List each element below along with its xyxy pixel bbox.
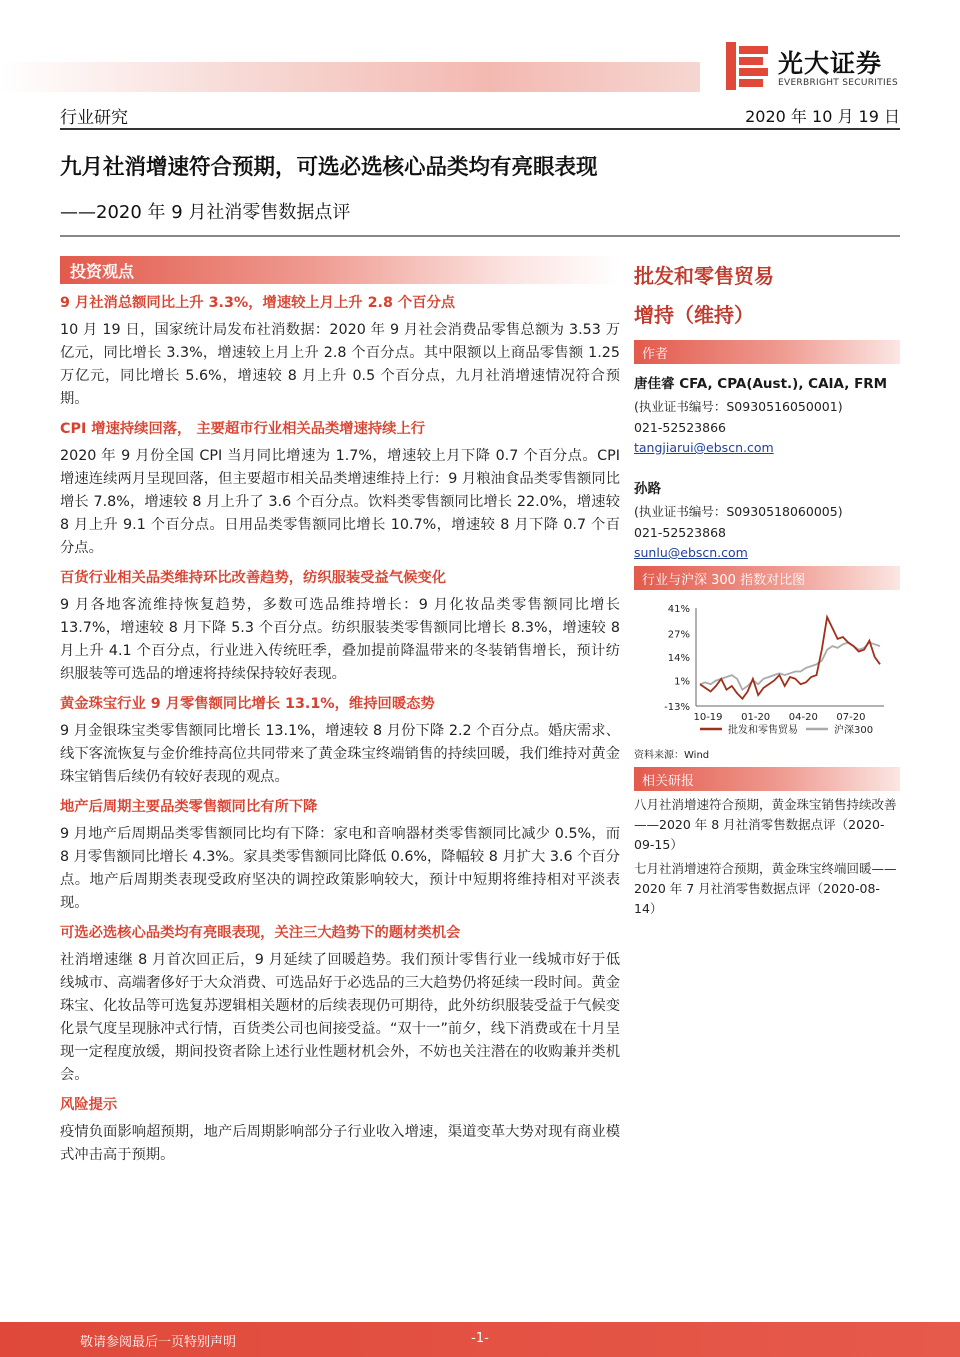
point-body: 9 月各地客流维持恢复趋势，多数可选品维持增长：9 月化妆品类零售额同比增长 13.7%，增速较 8 月下降 5.3 个百分点。纺织服装类零售额同比增长 8.3%，增速较 8 月上升 4.1 个百分点，行业进入传统旺季，叠加提前降温带来的冬装销售增长，预计纺织服装等可选品的增速将持续保持较好表现。 — [60, 597, 620, 682]
point-body: 社消增速继 8 月首次回正后，9 月延续了回暖趋势。我们预计零售行业一线城市好于低线城市、高端奢侈好于大众消费、可选品好于必选品的三大趋势仍将延续一段时间。黄金珠宝、化妆品等可选复苏逻辑相关题材的后续表现仍可期待，此外纺织服装受益于气候变化景气度呈现脉冲式行情，百货类公司也间接受益。“双十一”前夕，线下消费或在十月呈现一定程度放缓，期间投资者除上述行业性题材机会外，不妨也关注潜在的收购兼并类机会。 — [60, 952, 620, 1083]
brand-name-en: EVERBRIGHT SECURITIES — [778, 78, 898, 88]
point-heading: 黄金珠宝行业 9 月零售额同比增长 13.1%，维持回暖态势 — [60, 696, 435, 712]
author-name: 唐佳睿 CFA, CPA(Aust.), CAIA, FRM — [634, 376, 888, 392]
author-phone: 021-52523868 — [634, 525, 726, 540]
title-divider — [60, 235, 900, 237]
sidebar — [634, 256, 900, 919]
legend-label: 批发和零售贸易 — [728, 725, 798, 736]
point-body: 10 月 19 日，国家统计局发布社消数据：2020 年 9 月社会消费品零售总额为 3.53 万亿元，同比增长 3.3%，增速较上月上升 2.8 个百分点。其中限额以上商品零售额 1.25 万亿元，同比增长 5.6%，增速较 8 月上升 0.5 个百分点，九月社消增速情况符合预期。 — [60, 322, 620, 407]
risk-heading: 风险提示 — [60, 1097, 118, 1113]
report-date: 2020 年 10 月 19 日 — [745, 107, 900, 126]
author-cert: (执业证书编号：S0930518060005) — [634, 504, 843, 519]
index-comparison-chart — [634, 594, 900, 744]
point-body: 2020 年 9 月份全国 CPI 当月同比增速为 1.7%，增速较上月下降 0.7 个百分点。CPI 增速连续两月呈现回落，但主要超市相关品类增速维持上行：9 月粮油食品类零售额同比增长 7.8%，增速较 8 月上升了 3.6 个百分点。饮料类零售额同比增长 22.0%，增速较 8 月上升 9.1 个百分点。日用品类零售额同比增长 10.7%，增速较 8 月下降 0.7 个百分点。 — [60, 448, 620, 556]
line-chart — [634, 594, 900, 744]
related-report-item[interactable]: 八月社消增速符合预期，黄金珠宝销售持续改善——2020 年 8 月社消零售数据点评（2020-09-15） — [634, 797, 897, 852]
page-number: -1- — [471, 1331, 489, 1346]
point-body: 9 月地产后周期品类零售额同比均有下降：家电和音响器材类零售额同比减少 0.5%，而 8 月零售额同比增长 4.3%。家具类零售额同比降低 0.6%，降幅较 8 月扩大 3.6 个百分点。地产后周期类表现受政府坚决的调控政策影响较大，预计中短期将维持相对平淡表现。 — [60, 826, 620, 911]
report-subtitle: ——2020 年 9 月社消零售数据点评 — [60, 202, 351, 223]
x-tick-label: 01-20 — [741, 712, 771, 723]
report-category: 行业研究 — [60, 108, 128, 128]
y-tick-label: 14% — [667, 653, 690, 664]
author-phone: 021-52523866 — [634, 420, 726, 435]
x-tick-label: 07-20 — [836, 712, 866, 723]
y-tick-label: 1% — [674, 676, 690, 688]
section-header-investment-view — [60, 256, 620, 284]
brand-name-cn: 光大证券 — [778, 49, 883, 78]
brand-logo — [726, 42, 926, 92]
related-label: 相关研报 — [642, 774, 695, 789]
footer-disclaimer: 敬请参阅最后一页特别声明 — [80, 1335, 237, 1350]
chart-label: 行业与沪深 300 指数对比图 — [642, 573, 806, 588]
series-line — [700, 643, 880, 690]
point-heading: 百货行业相关品类维持环比改善趋势，纺织服装受益气候变化 — [60, 570, 447, 586]
series-line — [700, 617, 880, 699]
point-heading: 9 月社消总额同比上升 3.3%，增速较上月上升 2.8 个百分点 — [60, 295, 456, 311]
footer-bar — [0, 1322, 960, 1357]
author-label: 作者 — [642, 347, 669, 362]
author-email-link[interactable]: sunlu@ebscn.com — [634, 545, 748, 560]
x-tick-label: 10-19 — [693, 712, 723, 723]
legend-label: 沪深300 — [834, 725, 874, 736]
risk-body: 疫情负面影响超预期，地产后周期影响部分子行业收入增速，渠道变革大势对现有商业模式冲击高于预期。 — [60, 1124, 620, 1163]
point-heading: 地产后周期主要品类零售额同比有所下降 — [60, 799, 318, 815]
related-section-header — [634, 767, 900, 791]
author-section-header — [634, 340, 900, 364]
header-divider — [60, 128, 900, 130]
y-tick-label: -13% — [664, 702, 690, 713]
author-email-link[interactable]: tangjiarui@ebscn.com — [634, 440, 774, 455]
rating: 增持（维持） — [634, 303, 754, 327]
everbright-logo-icon — [726, 42, 768, 90]
y-tick-label: 41% — [667, 604, 690, 615]
chart-section-header — [634, 566, 900, 590]
author-name: 孙路 — [634, 481, 661, 497]
point-heading: 可选必选核心品类均有亮眼表现，关注三大趋势下的题材类机会 — [60, 925, 461, 941]
report-title: 九月社消增速符合预期，可选必选核心品类均有亮眼表现 — [60, 155, 598, 180]
chart-source: 资料来源：Wind — [634, 750, 710, 761]
point-heading: CPI 增速持续回落， 主要超市行业相关品类增速持续上行 — [60, 421, 426, 437]
y-tick-label: 27% — [667, 629, 690, 641]
industry-name: 批发和零售贸易 — [634, 264, 774, 288]
x-tick-label: 04-20 — [788, 712, 818, 723]
main-column — [60, 292, 620, 1174]
point-body: 9 月金银珠宝类零售额同比增长 13.1%，增速较 8 月份下降 2.2 个百分点。婚庆需求、线下客流恢复与金价维持高位共同带来了黄金珠宝终端销售的持续回暖，我们维持对黄金珠宝销售后续仍有较好表现的观点。 — [60, 723, 620, 785]
related-report-item[interactable]: 七月社消增速符合预期，黄金珠宝终端回暖——2020 年 7 月社消零售数据点评（2020-08-14） — [634, 861, 897, 916]
header-band — [0, 62, 700, 92]
author-cert: (执业证书编号：S0930516050001) — [634, 399, 843, 414]
section-label: 投资观点 — [70, 262, 135, 281]
